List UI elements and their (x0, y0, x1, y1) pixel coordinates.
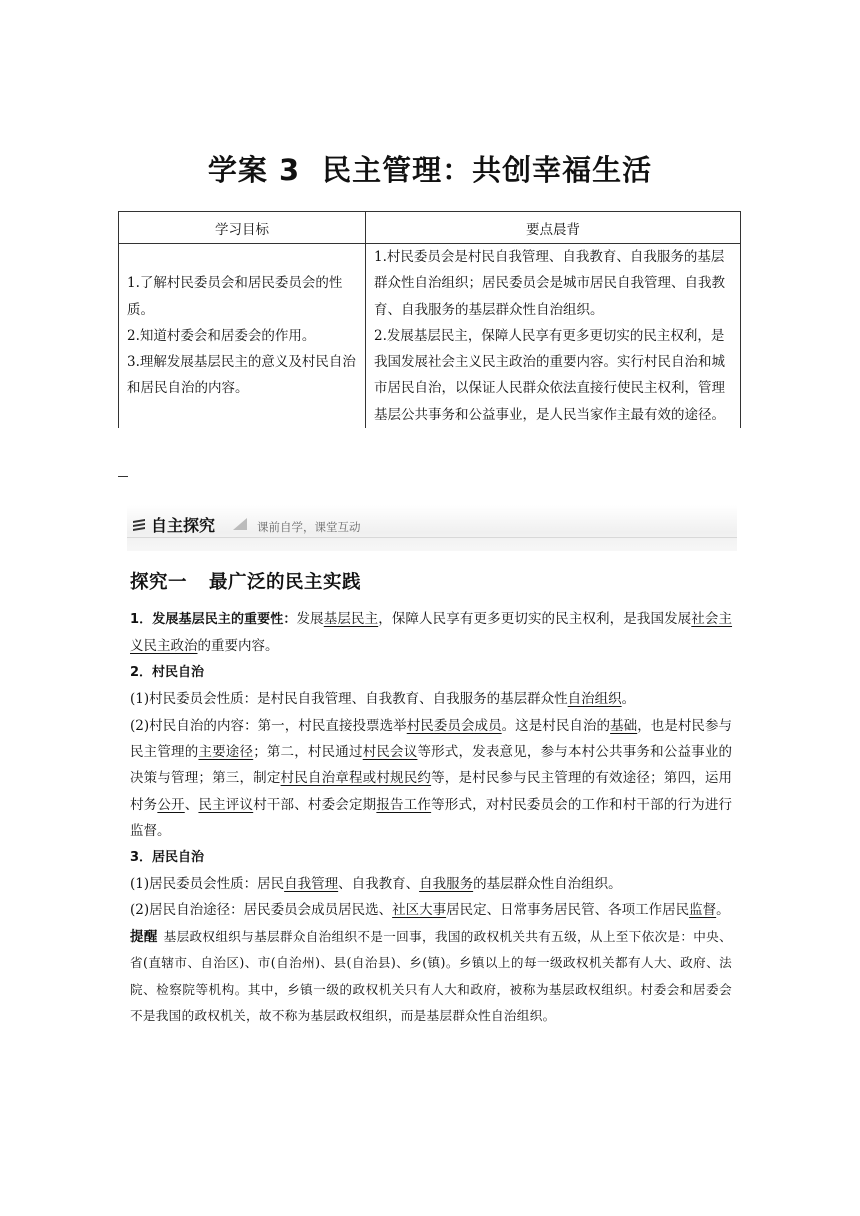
blank-answer: 公开 (157, 796, 185, 813)
blank-answer: 基础 (610, 717, 638, 734)
text-run: 、 (184, 796, 199, 813)
blank-answer: 民主评议 (198, 796, 254, 813)
paragraph-label: 1．发展基层民主的重要性： (130, 612, 297, 627)
tip-note (130, 924, 732, 1030)
blank-answer: 社会主义民主政治 (130, 611, 733, 655)
goals-header-right: 要点晨背 (366, 212, 741, 244)
key-point-item: 1.村民委员会是村民自我管理、自我教育、自我服务的基层群众性自治组织；居民委员会是城市居民自我管理、自我教育、自我服务的基层群众性自治组织。 (374, 249, 725, 318)
text-run: (1)居民委员会性质：居民 (130, 876, 285, 893)
section-number: 探究一 (130, 572, 188, 593)
section-heading (130, 568, 361, 594)
paragraph-importance (130, 606, 732, 660)
blank-answer: 自我管理 (284, 876, 339, 893)
goals-table (118, 211, 741, 428)
page-title (0, 148, 860, 189)
blank-answer: 报告工作 (376, 796, 432, 813)
blank-answer: 监督 (689, 902, 717, 919)
section-content (130, 606, 732, 1030)
banner-divider (127, 537, 737, 538)
blank-answer: 基层民主 (323, 611, 379, 627)
text-run: 。这是村民自治的 (501, 717, 611, 734)
blank-answer: 村民会议 (362, 744, 418, 761)
lesson-number: 学案 3 (207, 153, 301, 187)
text-run: 、自我教育、 (338, 876, 420, 893)
paragraph-village-content (130, 713, 732, 845)
paragraph-resident-ways (130, 897, 732, 923)
subheading-resident: 3．居民自治 (130, 849, 205, 865)
paragraph-village-nature (130, 686, 732, 712)
learning-goals-cell (119, 244, 366, 429)
goals-header-left: 学习目标 (119, 212, 366, 244)
text-run: 发展 (296, 611, 324, 627)
text-run: ，也是村民参与民主管理的 (130, 717, 733, 761)
paragraph-resident-nature (130, 871, 732, 897)
text-run: 的基层群众性自治组织。 (473, 876, 622, 893)
banner-title: 自主探究 (151, 516, 216, 535)
text-run: 等形式，发表意见，参与本村公共事务和公益事业的决策与管理；第三，制定 (130, 744, 733, 787)
lesson-title: 民主管理：共创幸福生活 (322, 153, 653, 187)
blank-answer: 村民自治章程或村规民约 (280, 770, 432, 787)
blank-answer: 村民委员会成员 (406, 717, 502, 734)
text-run: 等，是村民参与民主管理的有效途径；第四，运用村务 (130, 770, 733, 813)
section-name: 最广泛的民主实践 (209, 572, 362, 593)
text-run: 村干部、村委会定期 (253, 796, 377, 813)
key-point-item: 2.发展基层民主，保障人民享有更多更切实的民主权利，是我国发展社会主义民主政治的重要内容。实行村民自治和城市居民自治，以保证人民群众依法直接行使民主权利，管理基层公共事务和公益事业，是人民当家作主最有效的途径。 (374, 327, 725, 423)
blank-answer: 社区大事 (392, 902, 447, 919)
blank-answer: 自我服务 (419, 876, 474, 893)
blank-answer: 主要途径 (198, 744, 254, 761)
goal-item: 3.理解发展基层民主的意义及村民自治和居民自治的内容。 (127, 354, 356, 397)
text-run: ，保障人民享有更多更切实的民主权利，是我国发展 (378, 611, 692, 627)
goal-item: 1.了解村民委员会和居民委员会的性质。 (127, 275, 343, 318)
text-run: 。 (621, 691, 636, 708)
text-run: (2)居民自治途径：居民委员会成员居民选、 (130, 902, 393, 919)
tip-text: 基层政权组织与基层群众自治组织不是一回事，我国的政权机关共有五级，从上至下依次是：中央、省(直辖市、自治区)、市(自治州)、县(自治县)、乡(镇)。乡镇以上的每一级政权机关都有人大、政府、法院、检察院等机构。其中，乡镇一级的政权机关只有人大和政府，被称为基层政权组织。村委会和居委会不是我国的政权机关，故不称为基层政权组织，而是基层群众性自治组织。 (130, 928, 732, 1024)
text-run: 。 (716, 902, 730, 919)
tip-label: 提醒 (130, 928, 158, 945)
text-run: (2)村民自治的内容：第一，村民直接投票选举 (130, 717, 407, 734)
blank-answer: 自治组织 (567, 691, 622, 708)
section-banner (127, 505, 737, 551)
key-points-cell (366, 244, 741, 429)
goal-item: 2.知道村委会和居委会的作用。 (127, 327, 316, 344)
banner-subtitle: 课前自学，课堂互动 (257, 520, 361, 534)
text-run: (1)村民委员会性质：是村民自我管理、自我教育、自我服务的基层群众性 (130, 691, 568, 708)
stripes-icon (131, 517, 147, 533)
text-run: 等形式，对村民委员会的工作和村干部的行为进行监督。 (130, 796, 733, 840)
text-run: 居民定、日常事务居民管、各项工作居民 (446, 902, 690, 919)
triangle-icon (231, 517, 249, 531)
text-run: 的重要内容。 (197, 638, 279, 655)
text-run: ；第二，村民通过 (253, 744, 363, 761)
subheading-village: 2．村民自治 (130, 664, 205, 680)
table-bottom-mark (118, 476, 128, 477)
